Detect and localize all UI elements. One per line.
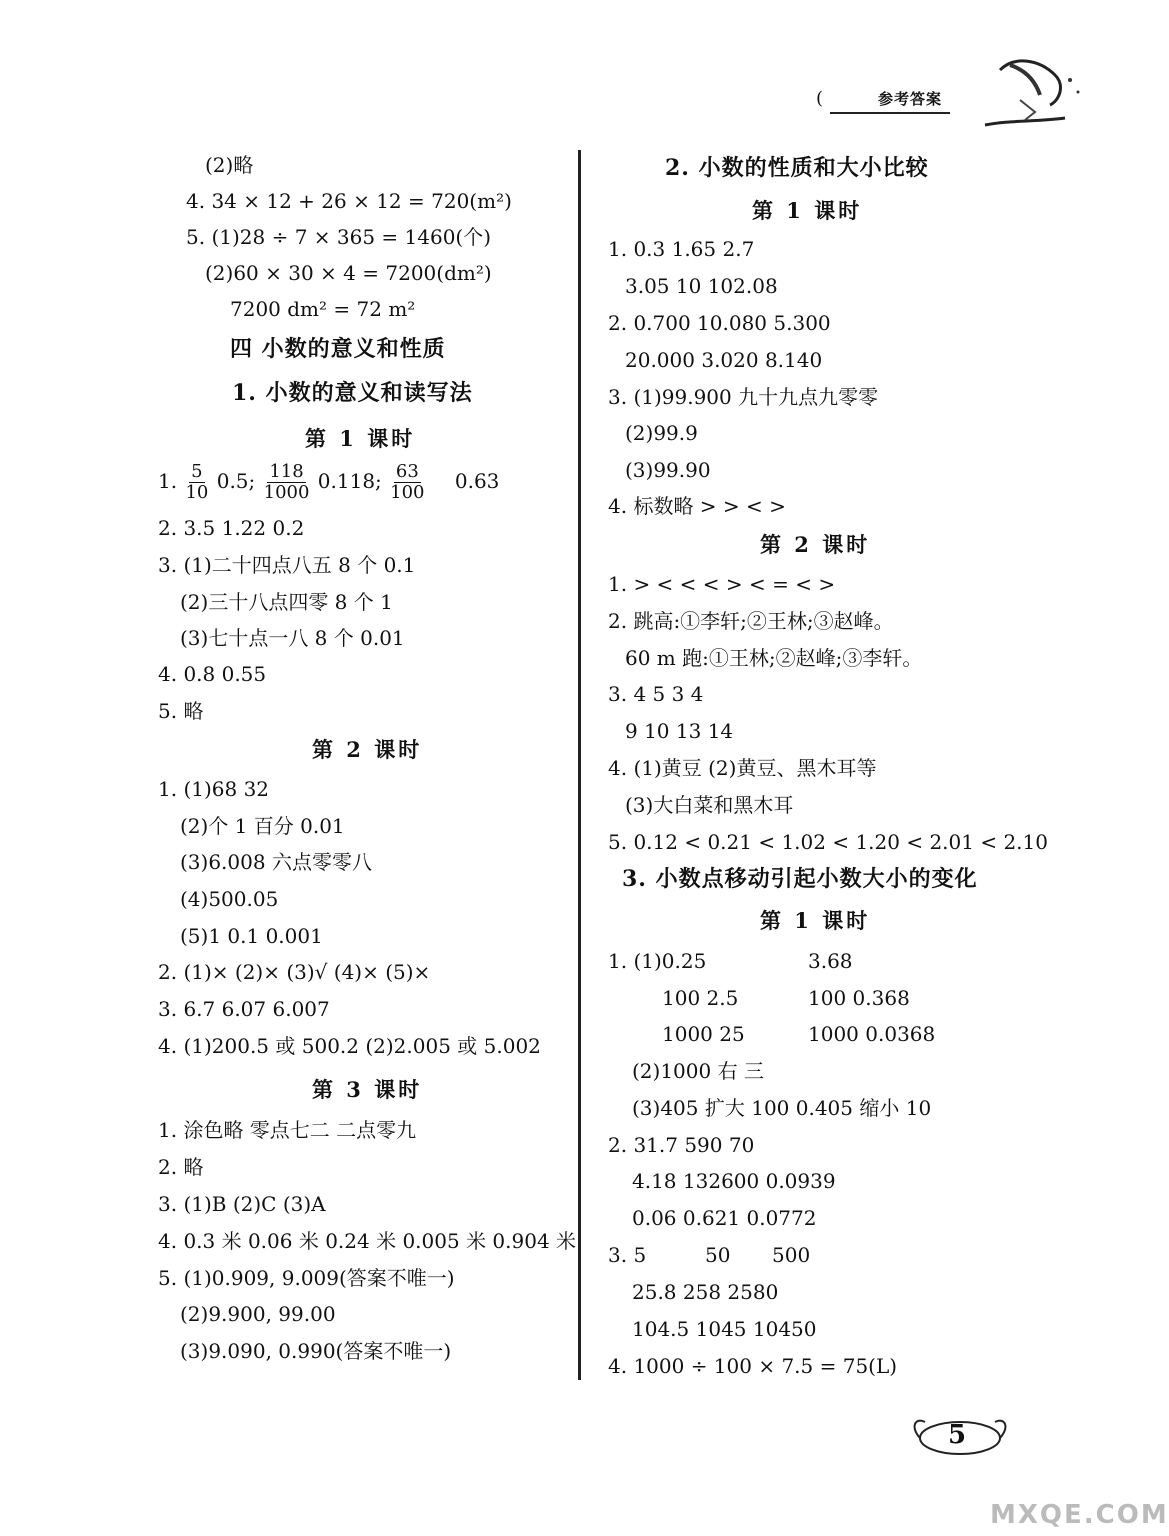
left-answer-line: (3)9.090, 0.990(答案不唯一) — [180, 1339, 452, 1363]
fraction-1: $\frac{5}{10}$ — [185, 461, 209, 503]
left-answer-line: 四 小数的意义和性质 — [230, 336, 446, 362]
right-answer-line: 2. 小数的性质和大小比较 — [665, 155, 929, 181]
right-answer-line: 2. 跳高:①李轩;②王林;③赵峰。 — [608, 609, 894, 633]
right-answer-line: 第 1 课时 — [752, 198, 863, 223]
left-answer-line: 4. 0.3 米 0.06 米 0.24 米 0.005 米 0.904 米 — [158, 1229, 577, 1253]
fraction-line-prefix: 1. — [158, 469, 178, 493]
right-answer-line: 2. 31.7 590 70 — [608, 1133, 755, 1157]
left-answer-line: 5. 略 — [158, 699, 204, 723]
right-answer-line: 50 — [705, 1243, 731, 1267]
right-answer-line: 3. 4 5 3 4 — [608, 682, 704, 706]
right-answer-line: 3. 小数点移动引起小数大小的变化 — [622, 866, 978, 892]
right-answer-line: 1. 0.3 1.65 2.7 — [608, 237, 755, 261]
left-answer-line: 2. 3.5 1.22 0.2 — [158, 516, 305, 540]
right-answer-line: 2. 0.700 10.080 5.300 — [608, 311, 831, 335]
right-answer-line: 100 2.5 — [662, 986, 739, 1010]
fraction-line-end: 0.63 — [454, 469, 500, 493]
right-answer-line: 1000 25 — [662, 1022, 745, 1046]
left-answer-line: 4. 0.8 0.55 — [158, 662, 267, 686]
right-answer-line: 第 2 课时 — [760, 532, 871, 557]
right-answer-line: 第 1 课时 — [760, 908, 871, 933]
right-answer-line: 100 0.368 — [808, 986, 910, 1010]
right-answer-line: 4.18 132600 0.0939 — [632, 1169, 836, 1193]
right-answer-line: 60 m 跑:①王林;②赵峰;③李轩。 — [625, 646, 923, 670]
left-answer-line: 5. (1)28 ÷ 7 × 365 = 1460(个) — [186, 225, 492, 249]
right-answer-line: 104.5 1045 10450 — [632, 1317, 817, 1341]
left-answer-line: 4. (1)200.5 或 500.2 (2)2.005 或 5.002 — [158, 1034, 541, 1058]
left-answer-line: 1. 涂色略 零点七二 二点零九 — [158, 1118, 417, 1142]
left-answer-line: (2)个 1 百分 0.01 — [180, 814, 345, 838]
right-answer-line: 9 10 13 14 — [625, 719, 734, 743]
left-answer-line: 7200 dm² = 72 m² — [230, 297, 416, 321]
header-label: 参考答案 — [878, 90, 943, 108]
right-answer-line: (3)大白菜和黑木耳 — [625, 793, 794, 817]
right-answer-line: 1000 0.0368 — [808, 1022, 936, 1046]
right-answer-line: 5. 0.12 < 0.21 < 1.02 < 1.20 < 2.01 < 2.10 — [608, 830, 1048, 854]
fraction-answer-line — [158, 462, 499, 503]
header-rule — [830, 112, 950, 114]
right-answer-line: 3. 5 — [608, 1243, 647, 1267]
left-answer-line: 第 1 课时 — [305, 426, 416, 451]
column-divider — [578, 150, 581, 1380]
left-answer-line: 第 2 课时 — [312, 737, 423, 762]
fraction-3: $\frac{63}{100}$ — [390, 461, 425, 503]
left-answer-line: (2)9.900, 99.00 — [180, 1302, 336, 1326]
right-answer-line: (2)99.9 — [625, 421, 698, 445]
right-answer-line: (3)405 扩大 100 0.405 缩小 10 — [632, 1096, 932, 1120]
right-answer-line: (2)1000 右 三 — [632, 1059, 764, 1083]
right-answer-line: 4. 1000 ÷ 100 × 7.5 = 75(L) — [608, 1354, 898, 1378]
ink-brush-ornament — [980, 40, 1090, 140]
right-answer-line: 3. (1)99.900 九十九点九零零 — [608, 385, 879, 409]
right-answer-line: 500 — [772, 1243, 811, 1267]
fraction-line-mid-1: 0.5; — [216, 469, 256, 493]
left-answer-line: (2)三十八点四零 8 个 1 — [180, 590, 393, 614]
left-answer-line: 5. (1)0.909, 9.009(答案不唯一) — [158, 1266, 455, 1290]
left-answer-line: 3. (1)B (2)C (3)A — [158, 1192, 326, 1216]
left-answer-line: 3. 6.7 6.07 6.007 — [158, 997, 330, 1021]
right-answer-line: (3)99.90 — [625, 458, 711, 482]
left-answer-line: 第 3 课时 — [312, 1077, 423, 1102]
page-number: 5 — [948, 1420, 967, 1450]
right-answer-line: 0.06 0.621 0.0772 — [632, 1206, 817, 1230]
left-answer-line: 2. 略 — [158, 1155, 204, 1179]
right-answer-line: 25.8 258 2580 — [632, 1280, 779, 1304]
right-answer-line: 20.000 3.020 8.140 — [625, 348, 823, 372]
right-answer-line: 3.05 10 102.08 — [625, 274, 778, 298]
right-answer-line: 4. (1)黄豆 (2)黄豆、黑木耳等 — [608, 756, 877, 780]
right-answer-line: 3.68 — [808, 949, 853, 973]
left-answer-line: (3)七十点一八 8 个 0.01 — [180, 626, 405, 650]
left-answer-line: (4)500.05 — [180, 887, 279, 911]
left-answer-line: (5)1 0.1 0.001 — [180, 924, 323, 948]
watermark-text: MXQE.COM — [990, 1500, 1169, 1530]
left-answer-line: 3. (1)二十四点八五 8 个 0.1 — [158, 553, 416, 577]
left-answer-line: 4. 34 × 12 + 26 × 12 = 720(m²) — [186, 189, 512, 213]
left-answer-line: 1. (1)68 32 — [158, 777, 270, 801]
right-answer-line: 1. (1)0.25 — [608, 949, 707, 973]
fraction-line-mid-2: 0.118; — [317, 469, 382, 493]
left-answer-line: (3)6.008 六点零零八 — [180, 850, 372, 874]
right-answer-line: 1. > < < < > < = < > — [608, 572, 836, 596]
right-answer-line: 4. 标数略 > > < > — [608, 494, 786, 518]
fraction-2: $\frac{118}{1000}$ — [263, 461, 310, 503]
left-answer-line: 2. (1)× (2)× (3)√ (4)× (5)× — [158, 960, 431, 984]
left-answer-line: (2)60 × 30 × 4 = 7200(dm²) — [205, 261, 492, 285]
header-bracket: ( — [816, 88, 824, 109]
left-answer-line: (2)略 — [205, 153, 254, 177]
left-answer-line: 1. 小数的意义和读写法 — [232, 380, 473, 406]
